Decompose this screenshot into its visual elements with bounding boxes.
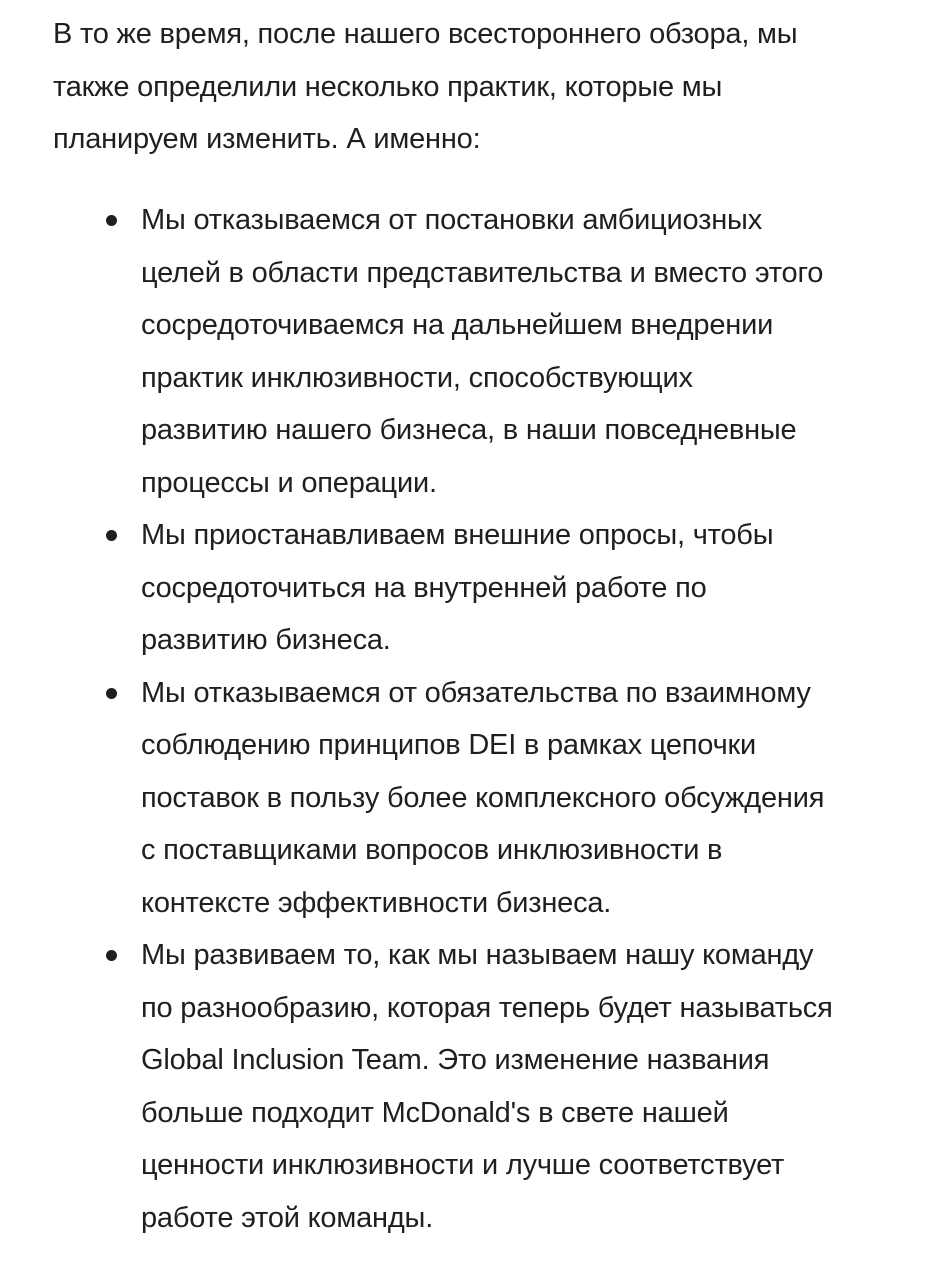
list-item-line: соблюдению принципов DEI в рамках цепочки bbox=[141, 729, 756, 761]
list-item-line: практик инклюзивности, способствующих bbox=[141, 361, 693, 394]
practices-list bbox=[0, 194, 944, 1244]
list-item-line: по разнообразию, которая теперь будет называться bbox=[141, 991, 833, 1024]
intro-line: также определили несколько практик, которые мы bbox=[53, 70, 723, 103]
intro-paragraph bbox=[53, 8, 913, 166]
list-item-line: Мы отказываемся от постановки амбициозных bbox=[141, 204, 762, 236]
list-item-line: целей в области представительства и вместо этого bbox=[141, 256, 824, 289]
list-item-line: развитию бизнеса. bbox=[141, 624, 391, 656]
list-item bbox=[0, 667, 911, 930]
list-item-line: работе этой команды. bbox=[141, 1201, 434, 1234]
list-item-line: сосредоточиваемся на дальнейшем внедрении bbox=[141, 309, 774, 341]
list-item-line: Мы развиваем то, как мы называем нашу команду bbox=[141, 939, 814, 971]
list-item bbox=[0, 509, 911, 667]
list-item-line: ценности инклюзивности и лучше соответствует bbox=[141, 1149, 785, 1181]
list-item bbox=[0, 194, 911, 509]
list-item-line: Мы отказываемся от обязательства по взаимному bbox=[141, 676, 811, 709]
list-item-line: развитию нашего бизнеса, в наши повседневные bbox=[141, 414, 797, 446]
bullet-icon bbox=[106, 688, 117, 699]
list-item-line: Global Inclusion Team. Это изменение названия bbox=[141, 1044, 770, 1076]
list-item-line: сосредоточиться на внутренней работе по bbox=[141, 571, 707, 604]
intro-line: В то же время, после нашего всестороннего обзора, мы bbox=[53, 18, 798, 50]
list-item-line: поставок в пользу более комплексного обсуждения bbox=[141, 781, 825, 814]
bullet-icon bbox=[106, 215, 117, 226]
bullet-icon bbox=[106, 950, 117, 961]
list-item bbox=[0, 929, 911, 1244]
list-item-line: Мы приостанавливаем внешние опросы, чтобы bbox=[141, 519, 774, 551]
list-item-line: больше подходит McDonald's в свете нашей bbox=[141, 1096, 729, 1129]
list-item-line: с поставщиками вопросов инклюзивности в bbox=[141, 834, 723, 866]
bullet-icon bbox=[106, 530, 117, 541]
intro-line: планируем изменить. А именно: bbox=[53, 123, 481, 155]
list-item-line: процессы и операции. bbox=[141, 466, 437, 499]
list-item-line: контексте эффективности бизнеса. bbox=[141, 886, 612, 919]
